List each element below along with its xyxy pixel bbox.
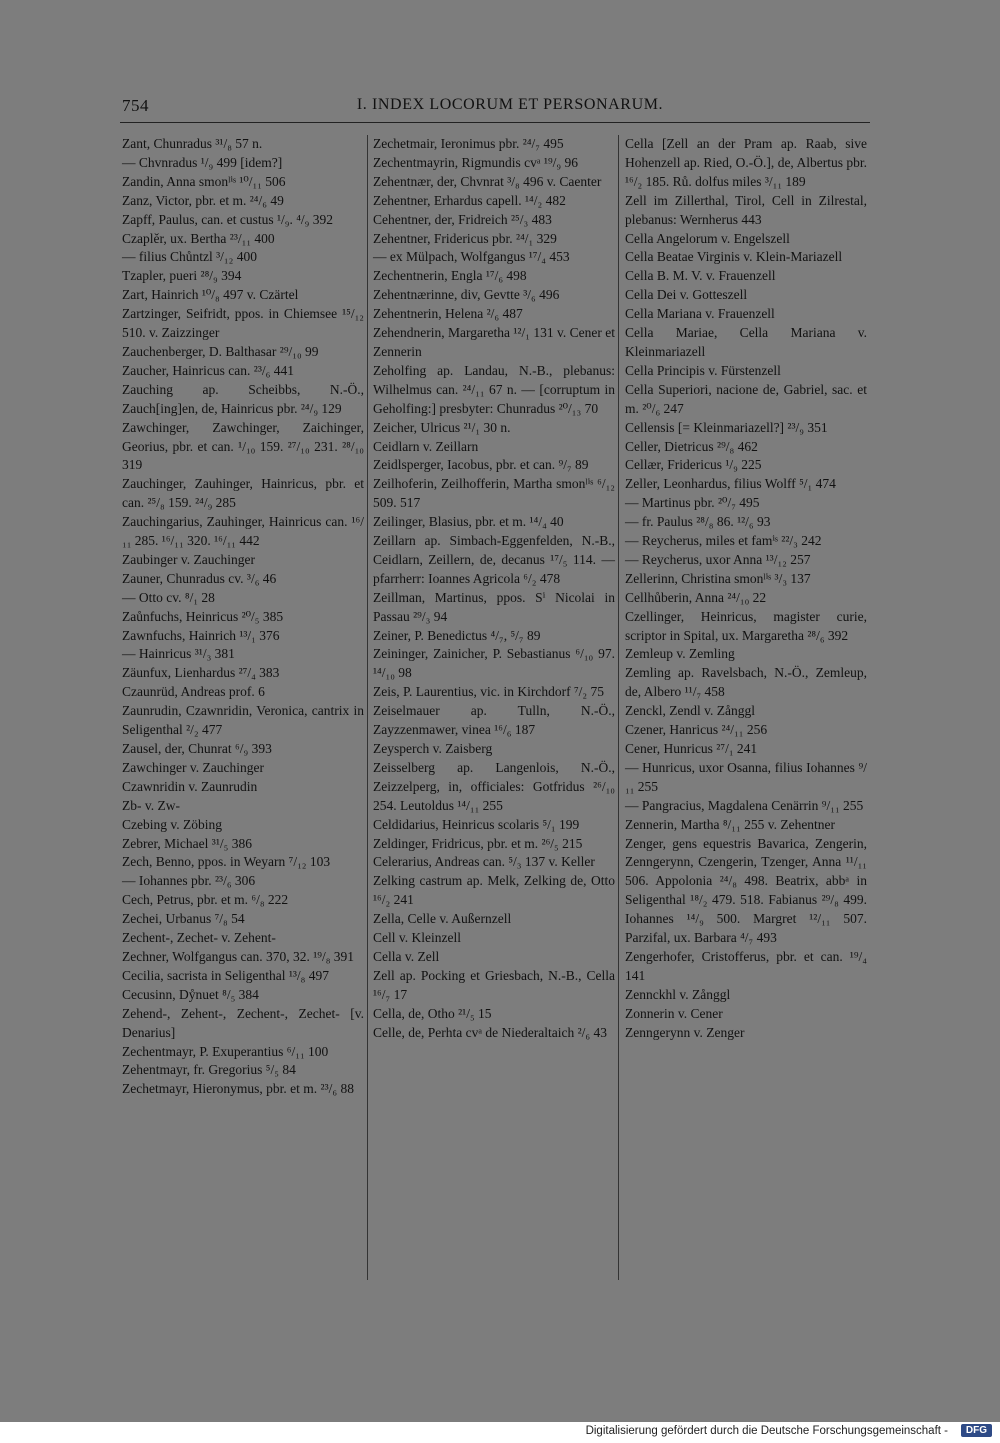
index-entry: Zenger, gens equestris Bavarica, Zengerin, Zenngerynn, Czengerin, Tzenger, Anna ¹¹/₁₁ 506. Appolonia ²⁴/₈ 498. Beatrix, abbᵃ in Seligenthal ¹⁸/₂ 479. 518. Fabianus ²⁹/₈ 499. Iohannes ¹⁴/₉ 500. Margret ¹²/₁₁ 507. Parzifal, ux. Barbara ⁴/₇ 493 — [625, 835, 867, 946]
index-entry: Zartzinger, Seifridt, ppos. in Chiemsee ¹⁵/₁₂ 510. v. Zaizzinger — [122, 306, 364, 341]
index-entry: — Chvnradus ¹/₉ 499 [idem?] — [122, 154, 283, 170]
index-entry: — Hunricus, uxor Osanna, filius Iohannes ⁹/₁₁ 255 — [625, 759, 867, 794]
index-entry: Zauchingarius, Zauhinger, Hainricus can. ¹⁶/₁₁ 285. ¹⁶/₁₁ 320. ¹⁶/₁₁ 442 — [122, 514, 364, 549]
index-entry: Zawnfuchs, Hainrich ¹³/₁ 376 — [122, 627, 280, 643]
index-entry: Czaunrüd, Andreas prof. 6 — [122, 684, 265, 700]
index-entry: Zant, Chunradus ³¹/₈ 57 n. — [122, 136, 263, 151]
running-head: I. INDEX LOCORUM ET PERSONARUM. — [356, 96, 664, 113]
index-entry: Zaucher, Hainricus can. ²³/₆ 441 — [122, 362, 294, 378]
index-entry: Czebing v. Zöbing — [122, 816, 222, 832]
index-entry: Cella, de, Otho ²¹/₅ 15 — [373, 1005, 492, 1021]
index-entry: Zehentner, Erhardus capell. ¹⁴/₂ 482 — [373, 192, 566, 208]
index-entry: Zehentner, Fridericus pbr. ²⁴/₁ 329 — [373, 230, 557, 246]
index-entry: Cellensis [= Kleinmariazell?] ²³/₉ 351 — [625, 419, 828, 435]
index-entry: Zauchenberger, D. Balthasar ²⁹/₁₀ 99 — [122, 343, 319, 359]
index-entry: Zenckl, Zendl v. Zånggl — [625, 703, 755, 719]
index-entry: Cehentner, der, Fridreich ²⁵/₃ 483 — [373, 211, 552, 227]
index-entry: — ex Mülpach, Wolfgangus ¹⁷/₄ 453 — [373, 249, 570, 265]
index-entry: Zella, Celle v. Außernzell — [373, 911, 512, 927]
index-entry: — Reycherus, miles et famⁱˢ ²²/₃ 242 — [625, 533, 822, 549]
index-entry: Zechent-, Zechet- v. Zehent- — [122, 930, 276, 946]
index-entry: Cell v. Kleinzell — [373, 930, 461, 946]
index-entry: — Iohannes pbr. ²³/₆ 306 — [122, 873, 256, 889]
index-entry: Zeis, P. Laurentius, vic. in Kirchdorf ⁷/₂ 75 — [373, 684, 604, 700]
index-entry: Zaůnfuchs, Heinricus ²⁰/₅ 385 — [122, 608, 284, 624]
index-entry: Zehentmayr, fr. Gregorius ⁵/₅ 84 — [122, 1062, 296, 1078]
index-column-3 — [625, 135, 867, 1043]
index-column-2 — [373, 135, 615, 1043]
index-entry: Zell im Zillerthal, Tirol, Cell in Zilrestal, plebanus: Wernherus 443 — [625, 192, 867, 227]
index-entry: Ceidlarn v. Zeillarn — [373, 438, 479, 454]
index-entry: Zeilhoferin, Zeilhofferin, Martha smonˡⁱˢ ⁶/₁₂ 509. 517 — [373, 476, 615, 511]
index-entry: Zebrer, Michael ³¹/₅ 386 — [122, 835, 252, 851]
index-entry: Zauner, Chunradus cv. ³/₆ 46 — [122, 570, 277, 586]
index-entry: Celler, Dietricus ²⁹/₈ 462 — [625, 438, 758, 454]
index-entry: Zechentmayr, P. Exuperantius ⁶/₁₁ 100 — [122, 1043, 329, 1059]
index-entry: Zäunfux, Lienhardus ²⁷/₄ 383 — [122, 665, 280, 681]
index-entry: — Hainricus ³¹/₃ 381 — [122, 646, 235, 662]
index-entry: Zennerin, Martha ⁸/₁₁ 255 v. Zehentner — [625, 816, 836, 832]
index-entry: Zeillarn ap. Simbach-Eggenfelden, N.-B., Ceidlarn, Zeillern, de, decanus ¹⁷/₅ 114. — pfarrherr: Ioannes Agricola ⁶/₂ 478 — [373, 533, 615, 586]
index-entry: Czawnridin v. Zaunrudin — [122, 778, 258, 794]
index-entry: Zeiselmauer ap. Tulln, N.-Ö., Zayzzenmawer, vinea ¹⁶/₆ 187 — [373, 703, 615, 738]
index-entry: Zengerhofer, Cristofferus, pbr. et can. ¹⁹/₄ 141 — [625, 948, 867, 983]
index-entry: Cener, Hunricus ²⁷/₁ 241 — [625, 741, 758, 756]
index-entry: Cella Dei v. Gotteszell — [625, 287, 748, 303]
index-entry: Zaubinger v. Zauchinger — [122, 551, 255, 567]
column-divider — [367, 135, 368, 1280]
index-entry: Cech, Petrus, pbr. et m. ⁶/₈ 222 — [122, 892, 289, 908]
index-entry: Zehentnær, der, Chvnrat ³/₈ 496 v. Caenter — [373, 173, 602, 189]
index-entry: Zech, Benno, ppos. in Weyarn ⁷/₁₂ 103 — [122, 854, 331, 870]
index-entry: Cellær, Fridericus ¹/₉ 225 — [625, 457, 762, 473]
index-entry: Zennckhl v. Zånggl — [625, 986, 731, 1002]
index-entry: Zeysperch v. Zaisberg — [373, 741, 493, 756]
index-column-1 — [122, 135, 364, 1099]
index-entry: Zeldinger, Fridricus, pbr. et m. ²⁶/₅ 215 — [373, 835, 583, 851]
page-number: 754 — [122, 96, 149, 115]
index-entry: Zanz, Victor, pbr. et m. ²⁴/₆ 49 — [122, 192, 284, 208]
index-entry: Zehentnærinne, div, Gevtte ³/₆ 496 — [373, 287, 560, 303]
index-entry: Zechentmayrin, Rigmundis cvᵃ ¹⁹/₉ 96 — [373, 154, 578, 170]
index-entry: Celdidarius, Heinricus scolaris ⁵/₁ 199 — [373, 816, 580, 832]
index-entry: Celerarius, Andreas can. ⁵/₃ 137 v. Keller — [373, 854, 595, 870]
index-entry: Zeillman, Martinus, ppos. Sⁱ Nicolai in Passau ²⁹/₃ 94 — [373, 589, 615, 624]
index-entry: Zauching ap. Scheibbs, N.-Ö., Zauch[ing]en, de, Hainricus pbr. ²⁴/₉ 129 — [122, 381, 364, 416]
index-entry: Cella [Zell an der Pram ap. Raab, sive Hohenzell ap. Ried, O.-Ö.], de, Albertus pbr. ¹⁶/₂ 185. Rů. dolfus miles ³/₁₁ 189 — [625, 136, 867, 189]
index-entry: Zonnerin v. Cener — [625, 1005, 723, 1021]
index-entry: Zell ap. Pocking et Griesbach, N.-B., Cella ¹⁶/₇ 17 — [373, 967, 615, 1002]
index-entry: Cecilia, sacrista in Seligenthal ¹³/₈ 497 — [122, 967, 330, 983]
index-entry: Czener, Hanricus ²⁴/₁₁ 256 — [625, 722, 768, 738]
index-entry: Zauchinger, Zauhinger, Hainricus, pbr. et can. ²⁵/₈ 159. ²⁴/₉ 285 — [122, 476, 364, 511]
index-entry: Tzapler, pueri ²⁸/₉ 394 — [122, 268, 242, 284]
footer-credit: Digitalisierung gefördert durch die Deutsche Forschungsgemeinschaft - — [585, 1425, 948, 1437]
index-entry: Czellinger, Heinricus, magister curie, scriptor in Spital, ux. Margaretha ²⁸/₆ 392 — [625, 608, 867, 643]
index-entry: Cecusinn, Dẙnuet ⁸/₅ 384 — [122, 986, 259, 1002]
index-entry: Czaplěr, ux. Bertha ²³/₁₁ 400 — [122, 230, 275, 246]
index-entry: Cella Mariae, Cella Mariana v. Kleinmariazell — [625, 325, 867, 359]
index-entry: Zechei, Urbanus ⁷/₈ 54 — [122, 911, 245, 927]
index-entry: Cella Mariana v. Frauenzell — [625, 306, 775, 322]
index-entry: Celle, de, Perhta cvᵃ de Niederaltaich ²/₆ 43 — [373, 1024, 607, 1040]
index-entry: Cella Principis v. Fürstenzell — [625, 362, 781, 378]
index-entry: Zellerinn, Christina smonˡⁱˢ ³/₃ 137 — [625, 570, 811, 586]
column-divider — [618, 135, 619, 1280]
index-entry: Zelking castrum ap. Melk, Zelking de, Otto ¹⁶/₂ 241 — [373, 873, 615, 908]
index-entry: Zeisselberg ap. Langenlois, N.-Ö., Zeizzelperg, in, officiales: Gotfridus ²⁶/₁₀ 254. Leutoldus ¹⁴/₁₁ 255 — [373, 759, 615, 813]
index-entry: Zb- v. Zw- — [122, 797, 180, 813]
index-entry: Zemleup v. Zemling — [625, 646, 735, 662]
index-entry: Zemling ap. Ravelsbach, N.-Ö., Zemleup, de, Albero ¹¹/₇ 458 — [625, 665, 867, 700]
index-entry: — Reycherus, uxor Anna ¹³/₁₂ 257 — [625, 551, 811, 567]
index-entry: Zehentnerin, Helena ²/₆ 487 — [373, 306, 523, 322]
index-entry: Zawchinger v. Zauchinger — [122, 759, 264, 775]
index-entry: Cella Superiori, nacione de, Gabriel, sac. et m. ²⁰/₆ 247 — [625, 381, 867, 416]
index-entry: Zechetmair, Ieronimus pbr. ²⁴/₇ 495 — [373, 136, 564, 151]
index-entry: Zeicher, Ulricus ²¹/₁ 30 n. — [373, 419, 511, 435]
index-entry: Zeller, Leonhardus, filius Wolff ⁵/₁ 474 — [625, 476, 836, 492]
index-entry: — Pangracius, Magdalena Cenärrin ⁹/₁₁ 255 — [625, 797, 864, 813]
index-entry: Zechetmayr, Hieronymus, pbr. et m. ²³/₆ 88 — [122, 1081, 354, 1097]
index-entry: — Martinus pbr. ²⁰/₇ 495 — [625, 495, 760, 511]
index-entry: Zeholfing ap. Landau, N.-B., plebanus: Wilhelmus can. ²⁴/₁₁ 67 n. — [corruptum in Geholfing:] presbyter: Chunradus ²⁰/₁₃ 70 — [373, 362, 615, 416]
index-entry: Zechentnerin, Engla ¹⁷/₆ 498 — [373, 268, 527, 284]
index-entry: Zart, Hainrich ¹⁰/₈ 497 v. Czärtel — [122, 287, 299, 303]
index-entry: Zawchinger, Zawchinger, Zaichinger, Georius, pbr. et can. ¹/₁₀ 159. ²⁷/₁₀ 231. ²⁸/₁₀ 319 — [122, 419, 364, 473]
index-entry: Zechner, Wolfgangus can. 370, 32. ¹⁹/₈ 391 — [122, 948, 355, 964]
index-entry: Zaunrudin, Czawnridin, Veronica, cantrix in Seligenthal ²/₂ 477 — [122, 703, 364, 738]
footer-strip — [0, 1422, 1000, 1443]
index-entry: Zandin, Anna smonˡⁱˢ ¹⁰/₁₁ 506 — [122, 173, 286, 189]
index-entry: — fr. Paulus ²⁸/₈ 86. ¹²/₆ 93 — [625, 514, 771, 530]
index-entry: Zapff, Paulus, can. et custus ¹/₉. ⁴/₉ 392 — [122, 211, 334, 227]
header-rule — [120, 122, 870, 123]
index-entry: Zehend-, Zehent-, Zechent-, Zechet- [v. Denarius] — [122, 1005, 364, 1040]
index-entry: Zeiner, P. Benedictus ⁴/₇, ⁵/₇ 89 — [373, 627, 541, 643]
index-entry: Zeidlsperger, Iacobus, pbr. et can. ⁹/₇ 89 — [373, 457, 589, 473]
dfg-logo: DFG — [961, 1424, 992, 1437]
index-entry: Cella B. M. V. v. Frauenzell — [625, 268, 776, 284]
index-entry: Zausel, der, Chunrat ⁶/₉ 393 — [122, 741, 272, 756]
index-entry: Cella v. Zell — [373, 948, 440, 964]
index-entry: — Otto cv. ⁸/₁ 28 — [122, 589, 215, 605]
index-entry: Zeilinger, Blasius, pbr. et m. ¹⁴/₄ 40 — [373, 514, 564, 530]
index-entry: Cellhůberin, Anna ²⁴/₁₀ 22 — [625, 589, 767, 605]
index-entry: Cella Angelorum v. Engelszell — [625, 230, 790, 246]
index-entry: Zeininger, Zainicher, P. Sebastianus ⁶/₁₀ 97. ¹⁴/₁₀ 98 — [373, 646, 615, 681]
index-entry: Zehendnerin, Margaretha ¹²/₁ 131 v. Cener et Zennerin — [373, 325, 615, 359]
index-entry: Cella Beatae Virginis v. Klein-Mariazell — [625, 249, 843, 265]
index-entry: — filius Chůntzl ³/₁₂ 400 — [122, 249, 257, 265]
index-entry: Zenngerynn v. Zenger — [625, 1024, 745, 1040]
